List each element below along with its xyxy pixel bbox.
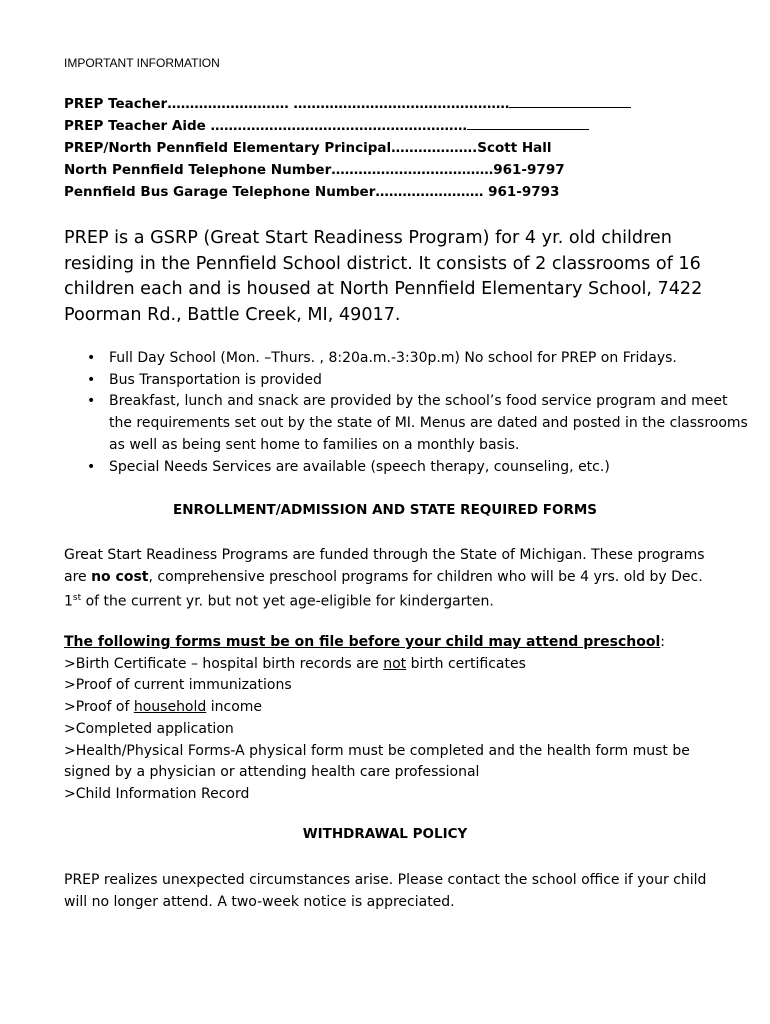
contact-value: Scott Hall	[477, 140, 552, 156]
contact-label: PREP Teacher Aide	[64, 118, 206, 134]
withdrawal-heading: WITHDRAWAL POLICY	[302, 826, 468, 842]
contact-value: 961-9793	[488, 184, 560, 200]
list-item: • Bus Transportation is provided	[109, 370, 749, 392]
list-item: • Full Day School (Mon. –Thurs. , 8:20a.m.-3:30p.m) No school for PREP on Fridays.	[109, 348, 749, 370]
contact-label: PREP/North Pennfield Elementary Principal	[64, 140, 392, 156]
fill-in-line	[509, 94, 631, 108]
forms-intro	[64, 632, 724, 654]
contact-bus-garage-phone	[64, 181, 559, 203]
ordinal-suffix: st	[72, 593, 82, 604]
list-item: >Child Information Record	[64, 785, 250, 802]
contact-leader-dots: ……………………… …………………………………………	[167, 96, 510, 112]
withdrawal-paragraph: PREP realizes unexpected circumstances arise. Please contact the school office if your child will no longer attend. A two-week notice is appreciated.	[64, 872, 707, 910]
contact-leader-dots: …………………………………………………	[205, 118, 468, 134]
item-text: >Birth Certificate – hospital birth records are	[64, 655, 384, 672]
enrollment-heading: ENROLLMENT/ADMISSION AND STATE REQUIRED FORMS	[172, 502, 598, 518]
contact-label: PREP Teacher	[64, 96, 168, 112]
funding-paragraph	[64, 545, 724, 614]
contact-north-pennfield-phone	[64, 159, 565, 181]
item-text: >Proof of	[64, 699, 134, 716]
item-text: birth certificates	[406, 655, 526, 672]
list-item	[64, 697, 724, 719]
list-item: >Proof of current immunizations	[64, 677, 292, 694]
funding-text: Great Start Readiness Programs are funded through the State of Michigan. These programs are	[64, 547, 705, 585]
contact-leader-dots: ……………….	[391, 140, 478, 156]
item-text: income	[206, 699, 263, 716]
contact-prep-teacher-aide	[64, 115, 589, 137]
forms-intro-colon: :	[660, 634, 665, 650]
funding-text: of the current yr. but not yet age-eligible for kindergarten.	[81, 594, 494, 611]
program-features-list	[64, 348, 749, 478]
list-item: >Health/Physical Forms-A physical form must be completed and the health form must be	[64, 742, 690, 759]
contact-prep-teacher	[64, 93, 631, 115]
contact-leader-dots: ………………………………	[331, 162, 494, 178]
list-item: • Special Needs Services are available (speech therapy, counseling, etc.)	[109, 457, 749, 479]
list-item	[64, 654, 724, 676]
contact-label: North Pennfield Telephone Number	[64, 162, 332, 178]
contact-label: Pennfield Bus Garage Telephone Number	[64, 184, 376, 200]
page-header: IMPORTANT INFORMATION	[64, 56, 220, 70]
fill-in-line	[467, 116, 589, 130]
intro-text: is a GSRP (Great Start Readiness Program) for 4 yr. old children residing in the Pennfield School district. It consists of 2 classrooms of 16 children each and is housed at North Pennfield Elementary School, 7422 Poorman Rd., Battle Creek, MI, 49017.	[64, 228, 703, 325]
item-underlined: not	[383, 655, 407, 672]
required-forms-list	[64, 632, 724, 806]
list-item: >Completed application	[64, 720, 234, 737]
no-cost-emphasis: no cost	[91, 568, 149, 585]
list-item: • Breakfast, lunch and snack are provided by the school’s food service program and meet the requirements set out by the state of MI. Menus are dated and posted in the classrooms as well as being sent home to families on a monthly basis.	[109, 391, 749, 456]
contact-principal	[64, 137, 552, 159]
forms-intro-text: The following forms must be on file before your child may attend preschool	[64, 634, 661, 650]
intro-lead: PREP	[64, 228, 109, 248]
list-item-continuation: signed by a physician or attending health care professional	[64, 764, 480, 781]
funding-text: , comprehensive preschool programs for children who will be 4 yrs. old by Dec. 1	[64, 568, 703, 611]
intro-paragraph	[64, 226, 724, 328]
item-underlined: household	[133, 699, 207, 716]
contact-leader-dots: ……………………	[375, 184, 489, 200]
contact-value: 961-9797	[493, 162, 565, 178]
